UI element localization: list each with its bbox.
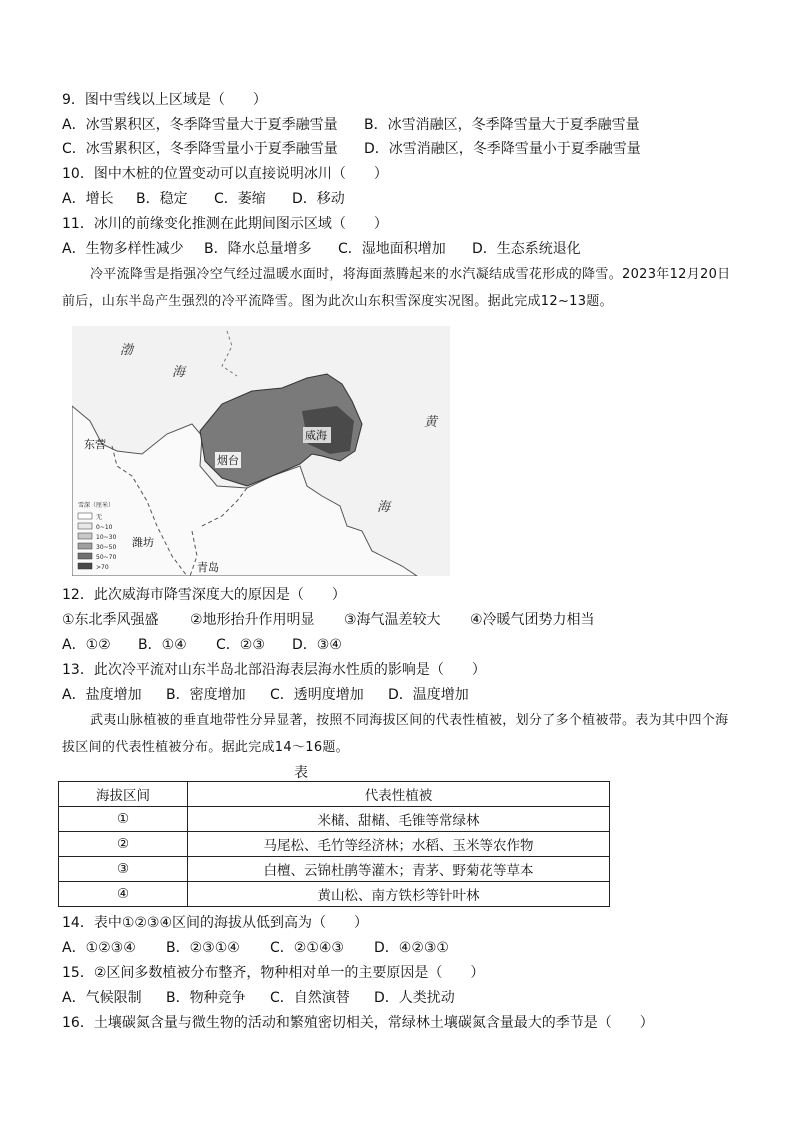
q14-stem: 14．表中①②③④区间的海拔从低到高为（ ） [62,915,369,931]
q9-stem: 9．图中雪线以上区域是（ ） [62,92,267,108]
q12-item-3: ③海气温差较大 [344,612,441,628]
legend-swatch-3 [78,543,92,549]
q11-option-a: A．生物多样性减少 [62,241,184,257]
q15-option-c: C．自然演替 [270,990,350,1006]
q15-options [62,988,455,1008]
table-row [59,807,610,832]
table-header-row [59,782,610,807]
intro-paragraph-snow [62,261,734,315]
q12-option-d: D．③④ [292,637,342,653]
table-header-vegetation: 代表性植被 [188,782,610,807]
q13-option-d: D．温度增加 [388,687,469,703]
q12-options [62,635,342,655]
legend-swatch-1 [78,523,92,529]
q16-stem: 16．土壤碳氮含量与微生物的活动和繁殖密切相关，常绿林土壤碳氮含量最大的季节是（ ） [62,1015,654,1031]
legend-swatch-2 [78,533,92,539]
q9-option-a: A．冰雪累积区，冬季降雪量大于夏季融雪量 [62,117,338,133]
table-row [59,832,610,857]
q13-option-b: B．密度增加 [166,687,246,703]
q9-options-row2 [62,139,641,159]
q14-option-d: D．④②③① [374,940,449,956]
q9-option-c: C．冰雪累积区，冬季降雪量小于夏季融雪量 [62,141,338,157]
q11-option-b: B．降水总量增多 [204,241,312,257]
q9-option-d: D．冰雪消融区，冬季降雪量小于夏季融雪量 [364,141,641,157]
table-cell-altitude: ④ [59,882,188,907]
q11-stem: 11．冰川的前缘变化推测在此期间图示区域（ ） [62,216,388,232]
legend-label-5: >70 [96,564,109,571]
city-qingdao: 青岛 [197,561,219,574]
table-row [59,857,610,882]
legend-label-4: 50~70 [96,554,117,561]
legend-label-0: 无 [96,514,103,521]
table-cell-vegetation: 马尾松、毛竹等经济林；水稻、玉米等农作物 [188,832,610,857]
sea-label-huang-2: 海 [377,500,391,515]
sea-label-bohai-1: 渤 [120,343,134,358]
vegetation-table [58,781,610,907]
legend-swatch-5 [78,563,92,569]
intro-snow-text: 冷平流降雪是指强冷空气经过温暖水面时，将海面蒸腾起来的水汽凝结成雪花形成的降雪。2023年12月20日前后，山东半岛产生强烈的冷平流降雪。图为此次山东积雪深度实况图。据此完成12~13题。 [62,267,731,309]
table-cell-vegetation: 白檀、云锦杜鹃等灌木；青茅、野菊花等草本 [188,857,610,882]
q13-option-c: C．透明度增加 [270,687,364,703]
q10-options [62,189,345,209]
q12-option-b: B．①④ [138,637,187,653]
city-weifang: 潍坊 [132,536,154,549]
legend-label-1: 0~10 [96,524,113,531]
q14-options [62,938,449,958]
q10-option-c: C．萎缩 [214,191,266,207]
q13-options [62,685,469,705]
q15-option-a: A．气候限制 [62,990,142,1006]
table-cell-altitude: ① [59,807,188,832]
table-header-altitude: 海拔区间 [59,782,188,807]
q12-stem: 12．此次威海市降雪深度大的原因是（ ） [62,587,346,603]
q12-item-4: ④冷暖气团势力相当 [470,612,595,628]
legend-label-3: 30~50 [96,544,117,551]
q9-options-row1 [62,115,640,135]
city-yantai: 烟台 [217,454,239,467]
q13-option-a: A．盐度增加 [62,687,142,703]
legend-label-2: 10~30 [96,534,117,541]
table-cell-vegetation: 米槠、甜槠、毛锥等常绿林 [188,807,610,832]
city-dongying: 东营 [84,438,106,451]
sea-label-huang-1: 黄 [424,415,438,430]
q10-option-b: B．稳定 [136,191,188,207]
q12-item-2: ②地形抬升作用明显 [190,612,315,628]
q11-options [62,239,581,259]
q15-option-b: B．物种竞争 [166,990,246,1006]
q9-option-b: B．冰雪消融区，冬季降雪量大于夏季融雪量 [364,117,640,133]
legend-swatch-0 [78,513,92,519]
q12-option-c: C．②③ [216,637,265,653]
q11-option-c: C．湿地面积增加 [338,241,446,257]
legend-title: 雪深（厘米） [78,502,115,509]
q14-option-c: C．②①④③ [270,940,344,956]
table-title: 表 [294,765,308,781]
legend-swatch-4 [78,553,92,559]
q10-stem: 10．图中木桩的位置变动可以直接说明冰川（ ） [62,166,388,182]
q12-option-a: A．①② [62,637,111,653]
q10-option-a: A．增长 [62,191,114,207]
city-weihai: 威海 [305,429,327,442]
q10-option-d: D．移动 [292,191,345,207]
table-cell-altitude: ② [59,832,188,857]
sea-label-bohai-2: 海 [172,365,186,380]
q12-item-1: ①东北季风强盛 [62,612,159,628]
q13-stem: 13．此次冷平流对山东半岛北部沿海表层海水性质的影响是（ ） [62,662,486,678]
table-cell-vegetation: 黄山松、南方铁杉等针叶林 [188,882,610,907]
table-row [59,882,610,907]
intro-vegetation-text: 武夷山脉植被的垂直地带性分异显著，按照不同海拔区间的代表性植被，划分了多个植被带。表为其中四个海拔区间的代表性植被分布。据此完成14～16题。 [62,713,729,755]
q12-items [62,610,595,630]
q11-option-d: D．生态系统退化 [472,241,581,257]
intro-paragraph-vegetation [62,707,734,761]
snow-depth-map [72,326,450,576]
q14-option-a: A．①②③④ [62,940,136,956]
q14-option-b: B．②③①④ [166,940,240,956]
q15-option-d: D．人类扰动 [374,990,455,1006]
q15-stem: 15．②区间多数植被分布整齐，物种相对单一的主要原因是（ ） [62,965,485,981]
table-cell-altitude: ③ [59,857,188,882]
